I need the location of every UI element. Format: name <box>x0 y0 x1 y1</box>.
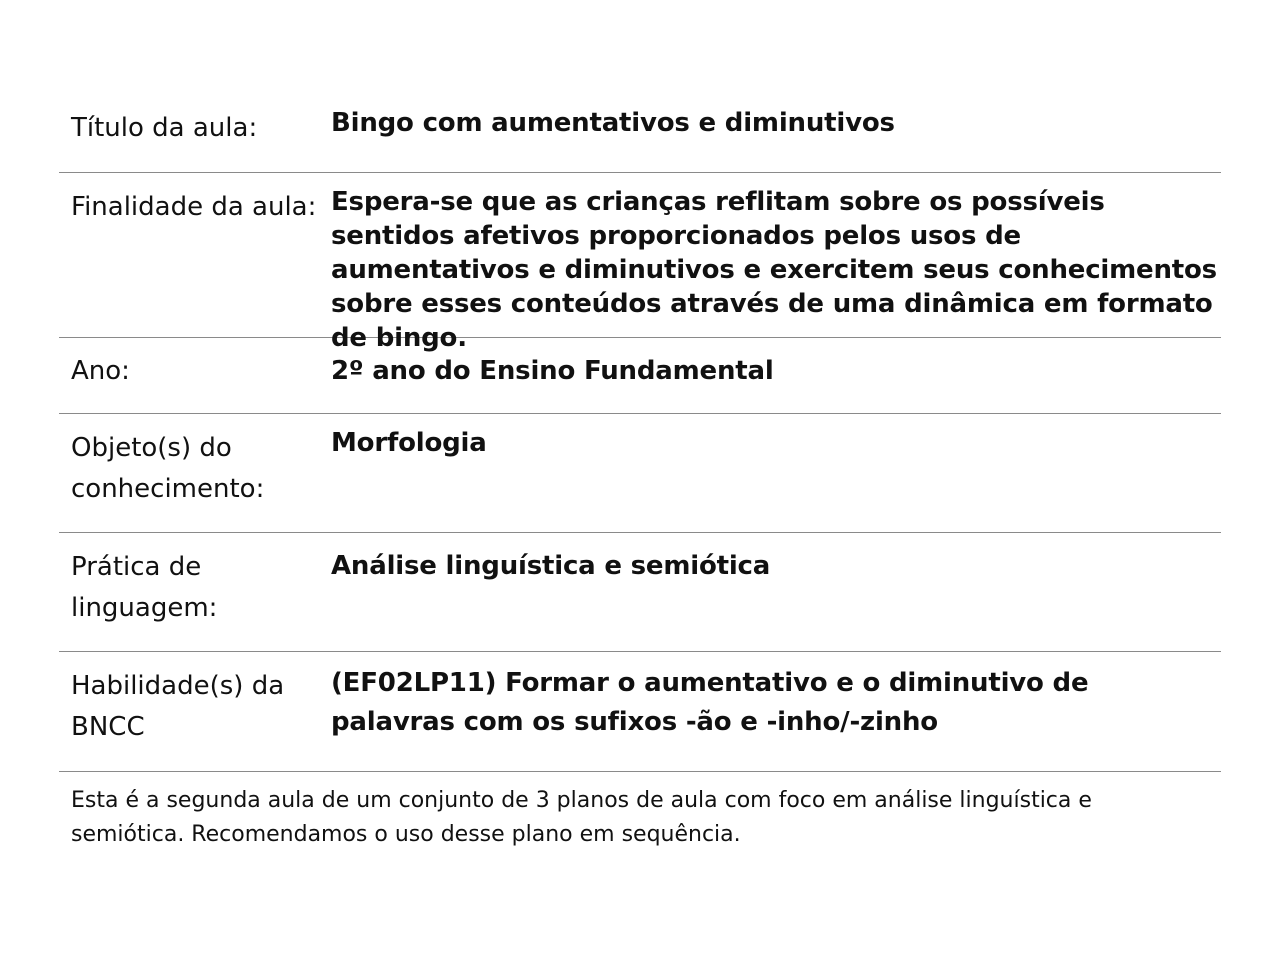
row-knowledge-object <box>59 414 1221 533</box>
lesson-title-value: Bingo com aumentativos e diminutivos <box>331 108 895 138</box>
row-bncc-skill <box>59 652 1221 772</box>
language-practice-label: Prática de linguagem: <box>71 552 218 623</box>
row-lesson-purpose <box>59 173 1221 353</box>
knowledge-object-label: Objeto(s) do conhecimento: <box>71 433 265 504</box>
row-school-year <box>59 338 1221 414</box>
school-year-label: Ano: <box>71 356 130 386</box>
bncc-skill-label: Habilidade(s) da BNCC <box>71 671 285 742</box>
lesson-purpose-label: Finalidade da aula: <box>71 192 317 222</box>
lesson-purpose-value: Espera-se que as crianças reflitam sobre os possíveis sentidos afetivos proporcionados pelos usos de aumentativos e diminutivos e exercitem seus conhecimentos sobre esses conteúdos através de uma dinâmica em formato de bingo. <box>331 187 1217 353</box>
bncc-skill-value: (EF02LP11) Formar o aumentativo e o diminutivo de palavras com os sufixos -ão e -inho/-zinho <box>331 668 1089 737</box>
knowledge-object-value: Morfologia <box>331 428 487 458</box>
lesson-title-label: Título da aula: <box>71 113 258 143</box>
sequence-note: Esta é a segunda aula de um conjunto de 3 planos de aula com foco em análise linguística e semiótica. Recomendamos o uso desse plano em sequência. <box>71 788 1092 847</box>
language-practice-value: Análise linguística e semiótica <box>331 551 771 581</box>
lesson-plan-table <box>59 96 1221 852</box>
school-year-value: 2º ano do Ensino Fundamental <box>331 356 774 386</box>
row-language-practice <box>59 533 1221 652</box>
row-lesson-title <box>59 96 1221 173</box>
